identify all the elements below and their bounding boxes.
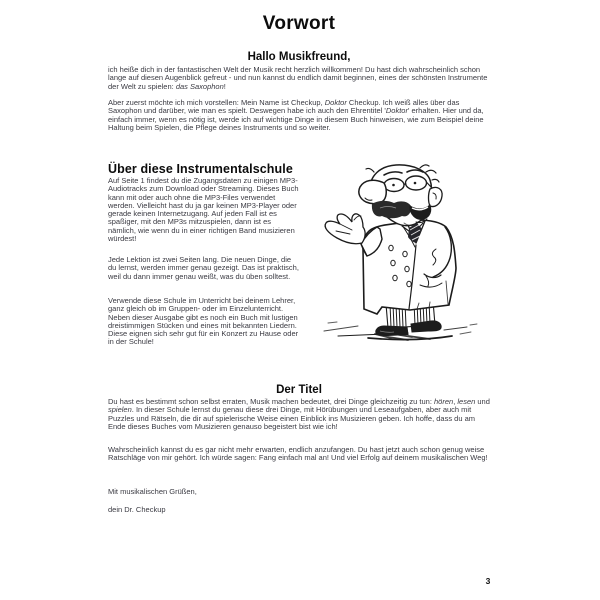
nose [359,180,386,204]
mustache [372,201,411,218]
school-paragraph-1: Auf Seite 1 findest du die Zugangsdaten zu einigen MP3-Audiotracks zum Download oder Streaming. Dieses Buch kann mit oder auch ohne die MP3-Files verwendet werden. Vielleicht hast du ja gar keinen MP3-Player oder gerade keinen Internetzugang. Auf jeden Fall ist es spaßiger, mit den MP3s mitzuspielen, dann ist es nämlich, wie wenn du in einer richtigen Band musizieren würdest! [108,176,299,244]
closing-salutation: Mit musikalischen Grüßen, [108,487,197,496]
dr-checkup-cartoon [320,163,485,348]
titel-section-heading: Der Titel [276,384,322,396]
closing-signature: dein Dr. Checkup [108,505,166,514]
school-section-heading: Über diese Instrumentalschule [108,162,293,176]
greeting-paragraph-2: Aber zuerst möchte ich mich vorstellen: Mein Name ist Checkup, Doktor Checkup. Ich weiß alles über das Saxophon und darüber, wie man es spielt. Deswegen habe ich auch den Ehrentitel 'Doktor' erhalten. Hier und da, einfach immer, wenn es nötig ist, werde ich auf wichtige Dinge in diesem Buch hinweisen, wie zum Beispiel deine Haltung beim Spielen, die Pflege deines Instruments und so weiter. [108,98,484,132]
titel-paragraph-1: Du hast es bestimmt schon selbst erraten, Musik machen bedeutet, drei Dinge gleichzeitig zu tun: hören, lesen und spielen. In dieser Schule lernst du genau diese drei Dinge, mit Hörübungen und Leseaufgaben, aber auch mit Puzzles und Rätseln, die dir auf spielerische Weise einen Einblick ins Musizieren geben. Ich hoffe, dass du am Ende dieses Buches vom Musizieren genauso begeistert bist wie ich! [108,397,490,431]
gesturing-hand [325,214,382,256]
head [359,165,442,226]
page-number: 3 [485,576,491,586]
school-paragraph-2: Jede Lektion ist zwei Seiten lang. Die neuen Dinge, die du lernst, werden immer genau gezeigt. Das ist praktisch, weil du dann immer genau weißt, was du üben solltest. [108,255,299,281]
titel-paragraph-2: Wahrscheinlich kannst du es gar nicht mehr erwarten, endlich anzufangen. Du hast jetzt auch schon genug weise Ratschläge von mir gehört. Ich würde sagen: Fang einfach mal an! Und viel Erfolg auf deinem musikalischen Weg! [108,445,488,463]
greeting-heading: Hallo Musikfreund, [247,51,351,63]
page-title: Vorwort [262,13,336,34]
ear [429,187,443,206]
school-paragraph-3: Verwende diese Schule im Unterricht bei deinem Lehrer, ganz gleich ob im Gruppen- oder im Einzelunterricht. Neben dieser Ausgabe gibt es noch ein Buch mit lustigen dreistimmigen Stücken und eines mit bekannten Liedern. Diese eignen sich sehr gut für ein Konzert zu Hause oder in der Schule! [108,296,299,347]
greeting-paragraph-1: ich heiße dich in der fantastischen Welt der Musik recht herzlich willkommen! Du hast dich wahrscheinlich schon lange auf diesen Augenblick gefreut - und nun kannst du endlich damit beginnen, eines der schönsten Instrumente der Welt zu spielen: das Saxophon! [108,65,488,91]
